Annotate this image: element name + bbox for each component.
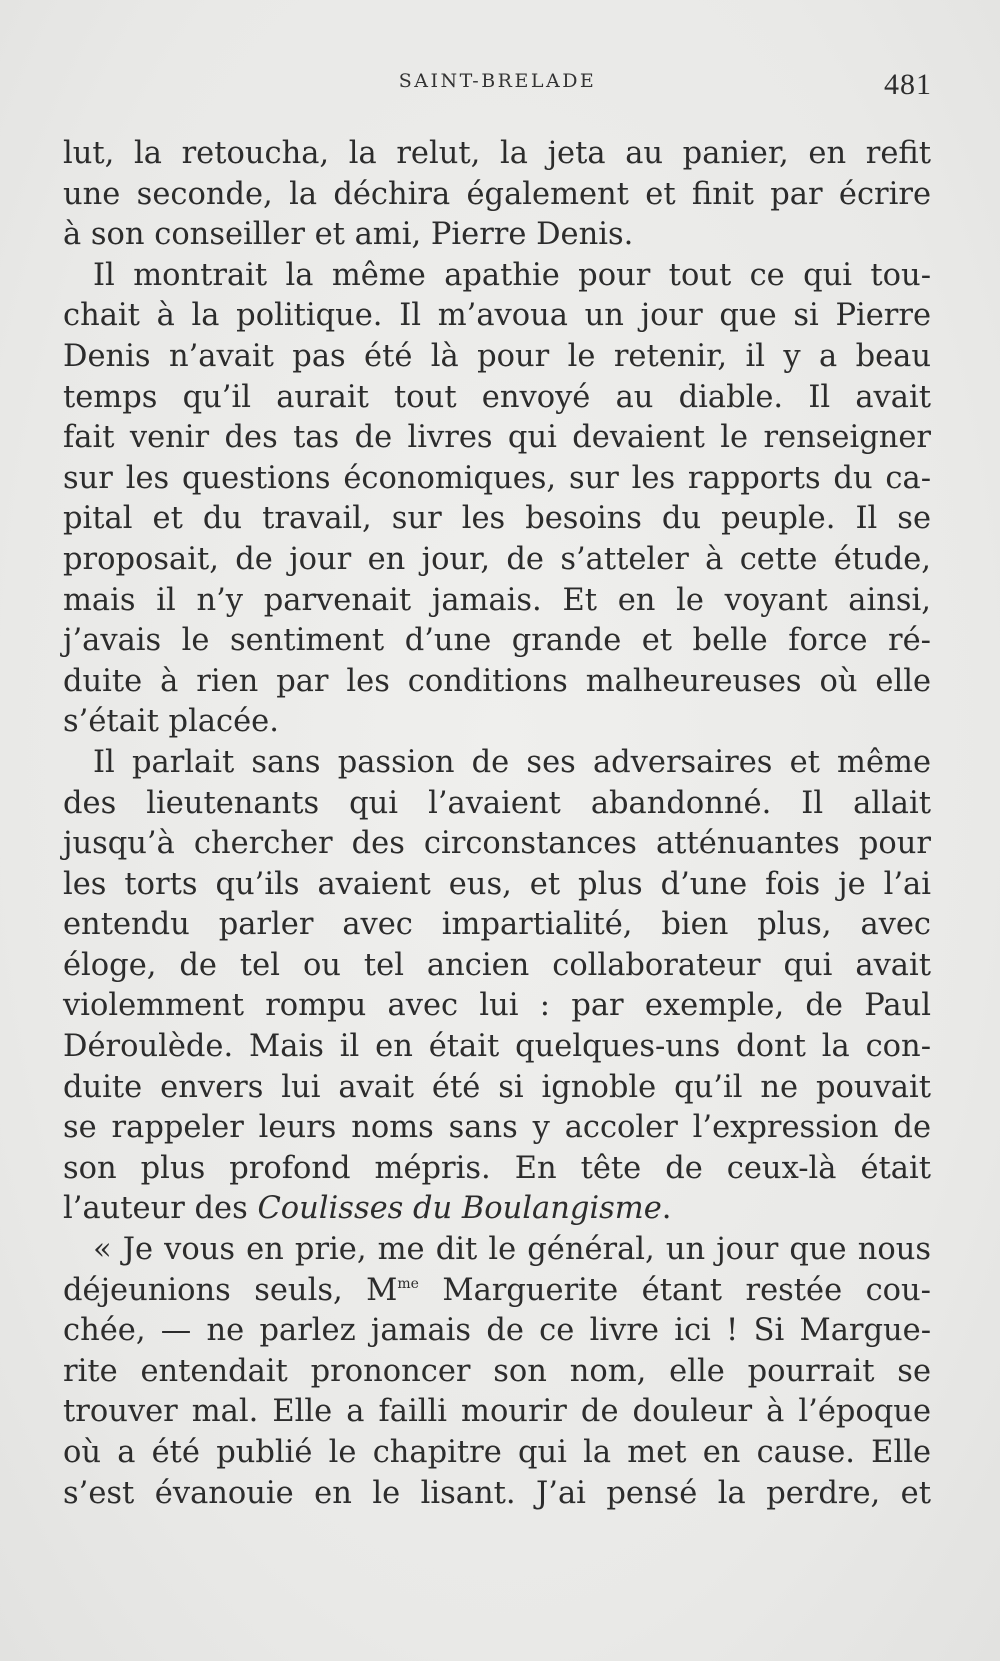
text-line: éloge, de tel ou tel ancien collaborateur qui avait xyxy=(63,947,931,983)
line-segment: l’auteur des xyxy=(63,1191,258,1227)
text-line: s’est évanouie en le lisant. J’ai pensé la perdre, et xyxy=(63,1475,931,1511)
text-line: les torts qu’ils avaient eus, et plus d’une fois je l’ai xyxy=(63,866,931,902)
text-line-with-superscript xyxy=(63,1271,931,1312)
page-number: 481 xyxy=(884,68,932,101)
text-line: duite envers lui avait été si ignoble qu’il ne pouvait xyxy=(63,1069,931,1105)
line-segment: . xyxy=(661,1191,672,1227)
text-line-with-italic-title xyxy=(63,1189,931,1230)
text-line: rite entendait prononcer son nom, elle pourrait se xyxy=(63,1353,931,1389)
text-line: pital et du travail, sur les besoins du peuple. Il se xyxy=(63,501,931,537)
text-line: lut, la retoucha, la relut, la jeta au panier, en refit xyxy=(63,136,931,171)
text-line: son plus profond mépris. En tête de ceux-là était xyxy=(63,1150,931,1186)
text-line: une seconde, la déchira également et finit par écrire xyxy=(63,176,931,212)
running-head: SAINT-BRELADE xyxy=(398,70,597,92)
text-line: sur les questions économiques, sur les rapports du ca- xyxy=(63,460,931,496)
text-line: des lieutenants qui l’avaient abandonné. Il allait xyxy=(63,785,931,821)
text-line: Il parlait sans passion de ses adversaires et même xyxy=(93,744,931,780)
page-header xyxy=(63,68,932,108)
text-line: s’était placée. xyxy=(63,704,279,740)
line-segment: Marguerite étant restée cou- xyxy=(418,1272,931,1308)
text-line: fait venir des tas de livres qui devaient le renseigner xyxy=(63,420,931,456)
text-line: Déroulède. Mais il en était quelques-uns dont la con- xyxy=(63,1029,931,1065)
text-line: où a été publié le chapitre qui la met en cause. Elle xyxy=(63,1435,931,1470)
text-line: proposait, de jour en jour, de s’atteler à cette étude, xyxy=(63,541,931,577)
text-line: duite à rien par les conditions malheureuses où elle xyxy=(63,663,931,699)
text-line: chait à la politique. Il m’avoua un jour que si Pierre xyxy=(63,298,931,334)
text-line: Il montrait la même apathie pour tout ce qui tou- xyxy=(93,257,931,293)
text-line: trouver mal. Elle a failli mourir de douleur à l’époque xyxy=(63,1394,931,1430)
body-text xyxy=(63,134,931,1514)
text-line: chée, — ne parlez jamais de ce livre ici ! Si Margue- xyxy=(63,1313,931,1349)
superscript-abbrev: me xyxy=(397,1275,419,1292)
text-line: j’avais le sentiment d’une grande et belle force ré- xyxy=(63,623,931,659)
text-line: mais il n’y parvenait jamais. Et en le voyant ainsi, xyxy=(63,582,931,618)
text-line: à son conseiller et ami, Pierre Denis. xyxy=(63,217,634,253)
text-line: « Je vous en prie, me dit le général, un jour que nous xyxy=(93,1232,931,1268)
text-line: temps qu’il aurait tout envoyé au diable. Il avait xyxy=(63,379,931,415)
line-segment: déjeunions seuls, M xyxy=(63,1272,398,1308)
text-line: entendu parler avec impartialité, bien plus, avec xyxy=(63,907,931,943)
text-line: jusqu’à chercher des circonstances atténuantes pour xyxy=(63,826,931,862)
text-line: Denis n’avait pas été là pour le retenir, il y a beau xyxy=(63,338,931,374)
text-line: se rappeler leurs noms sans y accoler l’expression de xyxy=(63,1110,931,1146)
book-title-italic: Coulisses du Boulangisme xyxy=(257,1191,662,1227)
text-line: violemment rompu avec lui : par exemple, de Paul xyxy=(63,988,931,1024)
